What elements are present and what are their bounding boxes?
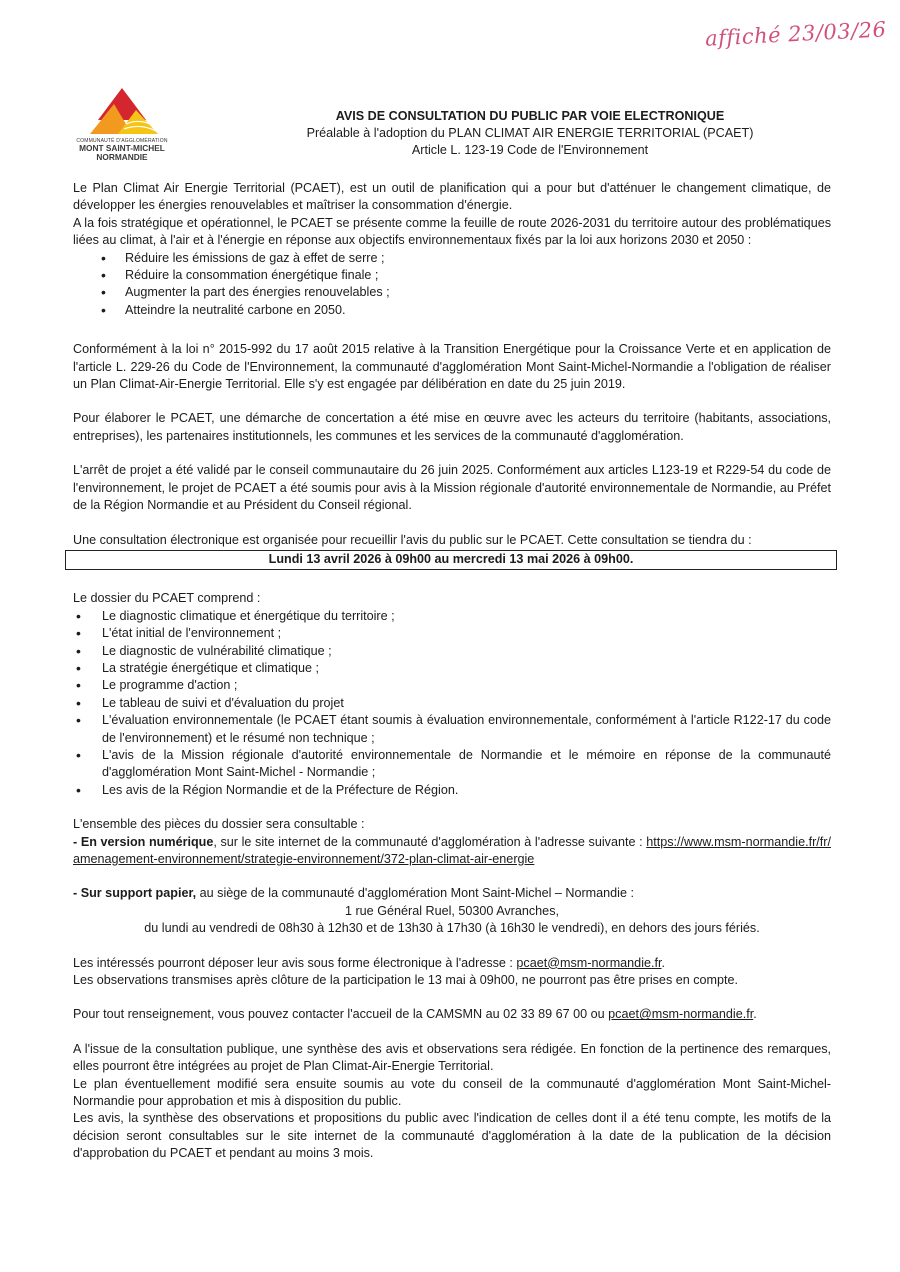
consultation-intro: Une consultation électronique est organisée pour recueillir l'avis du public sur le PCAET. Cette consultation se tiendra du : — [73, 532, 752, 547]
list-item: • Le programme d'action ; — [73, 677, 831, 694]
dossier-list — [73, 608, 831, 799]
opening-hours: du lundi au vendredi de 08h30 à 12h30 et de 13h30 à 17h30 (à 16h30 le vendredi), en dehors des jours fériés. — [144, 921, 760, 936]
list-item: • Le tableau de suivi et d'évaluation du projet — [73, 695, 831, 712]
pcaet-email-link[interactable]: pcaet@msm-normandie.fr — [516, 955, 662, 970]
consultation-dates-box: Lundi 13 avril 2026 à 09h00 au mercredi 13 mai 2026 à 09h00. — [65, 550, 837, 570]
submit-line-1: Les intéressés pourront déposer leur avis sous forme électronique à l'adresse : pcaet@msm-normandie.fr. — [73, 955, 665, 970]
list-item: • Atteindre la neutralité carbone en 2050. — [73, 302, 831, 319]
list-item: • L'évaluation environnementale (le PCAET étant soumis à évaluation environnementale, conformément à l'article R122-17 du code de l'environnement) et le résumé non technique ; — [73, 712, 831, 747]
contact-line: Pour tout renseignement, vous pouvez contacter l'accueil de la CAMSMN au 02 33 89 67 00 ou pcaet@msm-normandie.fr. — [73, 1007, 757, 1022]
list-item: • Réduire les émissions de gaz à effet de serre ; — [73, 250, 831, 267]
closing-paragraph-2: Le plan éventuellement modifié sera ensuite soumis au vote du conseil de la communauté d'agglomération Mont Saint-Michel-Normandie pour approbation et mis à disposition du public. — [73, 1076, 831, 1109]
agglomeration-logo — [74, 86, 170, 166]
logo-subtitle: COMMUNAUTÉ D'AGGLOMÉRATION — [76, 138, 168, 144]
arret-paragraph: L'arrêt de projet a été validé par le conseil communautaire du 26 juin 2025. Conformément aux articles L123-19 et R229-54 du code de l'environnement, le projet de PCAET a été soumis pour avis à la Mission régionale d'autorité environnementale de Normandie, au Préfet de la Région Normandie et au Président du Conseil régional. — [73, 463, 831, 513]
legal-paragraph: Conformément à la loi n° 2015-992 du 17 août 2015 relative à la Transition Energétique pour la Croissance Verte et en application de l'article L. 229-26 du Code de l'Environnement, la communauté d'agglomération Mont Saint-Michel-Normandie a l'obligation de réaliser un Plan Climat-Air-Energie Territorial. Elle s'y est engagée par délibération en date du 25 juin 2019. — [73, 342, 831, 392]
logo-name: MONT SAINT-MICHEL NORMANDIE — [79, 143, 165, 162]
numeric-label: - En version numérique — [73, 834, 214, 849]
intro-paragraph-1: Le Plan Climat Air Energie Territorial (PCAET), est un outil de planification qui a pour but d'atténuer le changement climatique, de développer les énergies renouvelables et maîtriser la consommation d'énergie. — [73, 181, 831, 213]
list-item: • Réduire la consommation énergétique finale ; — [73, 267, 831, 284]
closing-paragraph-1: A l'issue de la consultation publique, une synthèse des avis et observations sera rédigée. En fonction de la pertinence des remarques, elles pourront être intégrées au projet de Plan Climat-Air-Energie Territorial. — [73, 1041, 831, 1074]
contact-email-link[interactable]: pcaet@msm-normandie.fr — [608, 1007, 754, 1022]
objectives-list — [73, 250, 831, 320]
access-numeric: - En version numérique, sur le site internet de la communauté d'agglomération à l'adresse suivante : https://www.msm-normandie.fr/fr/amenagement-environnement/strategie-environnement/372-plan-climat-air-energie — [73, 834, 831, 866]
notice-subtitle: Préalable à l'adoption du PLAN CLIMAT AIR ENERGIE TERRITORIAL (PCAET) — [306, 126, 754, 140]
handwritten-display-stamp: affiché 23/03/26 — [703, 17, 887, 51]
list-item: • L'état initial de l'environnement ; — [73, 625, 831, 642]
concertation-paragraph: Pour élaborer le PCAET, une démarche de concertation a été mise en œuvre avec les acteurs du territoire (habitants, associations, entreprises), les partenaires institutionnels, les communes et les services de la communauté d'agglomération. — [73, 411, 831, 443]
notice-title: AVIS DE CONSULTATION DU PUBLIC PAR VOIE ELECTRONIQUE — [335, 109, 725, 123]
list-item: • L'avis de la Mission régionale d'autorité environnementale de Normandie et le mémoire en réponse de la communauté d'agglomération Mont Saint-Michel - Normandie ; — [73, 747, 831, 782]
list-item: • Le diagnostic climatique et énergétique du territoire ; — [73, 608, 831, 625]
access-intro: L'ensemble des pièces du dossier sera consultable : — [73, 817, 365, 832]
closing-paragraph-3: Les avis, la synthèse des observations et propositions du public avec l'indication de celles dont il a été tenu compte, les motifs de la décision seront consultables sur le site internet de la communauté d'agglomération à la date de la publication de la décision d'approbation du PCAET et pendant au moins 3 mois. — [73, 1111, 831, 1161]
list-item: • La stratégie énergétique et climatique ; — [73, 660, 831, 677]
dossier-title: Le dossier du PCAET comprend : — [73, 591, 261, 606]
access-paper: - Sur support papier, au siège de la communauté d'agglomération Mont Saint-Michel – Normandie : — [73, 886, 634, 901]
list-item: • Augmenter la part des énergies renouvelables ; — [73, 284, 831, 301]
list-item: • Les avis de la Région Normandie et de la Préfecture de Région. — [73, 782, 831, 799]
mountain-logo-icon — [74, 86, 170, 138]
address: 1 rue Général Ruel, 50300 Avranches, — [344, 903, 559, 918]
submit-line-2: Les observations transmises après clôture de la participation le 13 mai à 09h00, ne pourront pas être prises en compte. — [73, 973, 739, 988]
list-item: • Le diagnostic de vulnérabilité climatique ; — [73, 643, 831, 660]
intro-paragraph-2: A la fois stratégique et opérationnel, le PCAET se présente comme la feuille de route 2026-2031 du territoire autour des problématiques liées au climat, à l'air et à l'énergie en réponse aux objectifs environnementaux fixés par la loi aux horizons 2030 et 2050 : — [73, 215, 831, 248]
notice-article: Article L. 123-19 Code de l'Environnement — [411, 143, 649, 157]
paper-label: - Sur support papier, — [73, 886, 197, 901]
dossier-url-link[interactable]: https://www.msm-normandie.fr/fr/amenagement-environnement/strategie-environnement/372-plan-climat-air-energie — [73, 834, 831, 866]
notice-header — [200, 108, 860, 159]
notice-body — [73, 180, 831, 1163]
